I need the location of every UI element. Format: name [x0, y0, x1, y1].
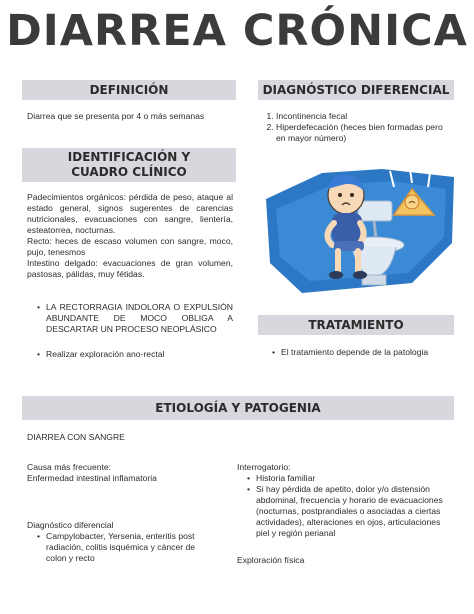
dx-list	[27, 531, 202, 564]
etiologia-subheading: DIARREA CON SANGRE	[27, 432, 125, 442]
intestino-text: Intestino delgado: evacuaciones de gran volumen, pastosas, pálidas, muy fétidas.	[27, 258, 233, 279]
causa-value: Enfermedad intestinal inflamatoria	[27, 473, 157, 483]
identificacion-bullets	[27, 302, 233, 360]
definicion-heading: DEFINICIÓN	[22, 80, 236, 100]
list-item: • Realizar exploración ano-rectal	[37, 349, 233, 360]
identificacion-heading: IDENTIFICACIÓN Y CUADRO CLÍNICO	[22, 148, 236, 182]
organicos-text: Padecimientos orgánicos: pérdida de peso, ataque al estado general, signos sugerentes de carencias nutricionales, evacuaciones con sangre, lientería, esteatorrea, nocturnas.	[27, 192, 233, 235]
list-item: • El tratamiento depende de la patologia	[272, 347, 454, 358]
etiologia-heading: ETIOLOGÍA Y PATOGENIA	[22, 396, 454, 420]
page-title: DIARREA CRÓNICA	[6, 6, 468, 56]
diagnostico-list	[262, 111, 454, 144]
definicion-text: Diarrea que se presenta por 4 o más semanas	[27, 111, 205, 121]
child-on-toilet-icon	[262, 165, 458, 295]
dx-label: Diagnóstico diferencial	[27, 520, 114, 530]
diagnostico-heading: DIAGNÓSTICO DIFERENCIAL	[258, 80, 454, 100]
causa-label: Causa más frecuente:	[27, 462, 112, 472]
recto-text: Recto: heces de escaso volumen con sangre, moco, pujo, tenesmos	[27, 236, 233, 257]
interrogatorio-label: Interrogatorio:	[237, 462, 291, 472]
list-item: • Si hay pérdida de apetito, dolor y/o distensión abdominal, frecuencia y horario de evacuaciones (nocturnas, postprandiales o asociadas a ciertas actividades), alteraciones en ojos, articulaciones piel y región perianal	[247, 484, 455, 539]
interrogatorio-list	[237, 473, 455, 539]
list-item: • LA RECTORRAGIA INDOLORA O EXPULSIÓN ABUNDANTE DE MOCO OBLIGA A DESCARTAR UN PROCESO NEOPLÁSICO	[37, 302, 233, 335]
list-item: 2. Hiperdefecación (heces bien formadas pero en mayor número)	[276, 122, 454, 144]
list-item: • Campylobacter, Yersenia, enteritis post radiación, colitis isquémica y cáncer de colon y recto	[37, 531, 202, 564]
list-item: • Historia familiar	[247, 473, 455, 484]
list-item: 1. Incontinencia fecal	[276, 111, 454, 122]
exploracion-label: Exploración física	[237, 555, 305, 565]
tratamiento-heading: TRATAMIENTO	[258, 315, 454, 335]
tratamiento-list	[262, 347, 454, 358]
